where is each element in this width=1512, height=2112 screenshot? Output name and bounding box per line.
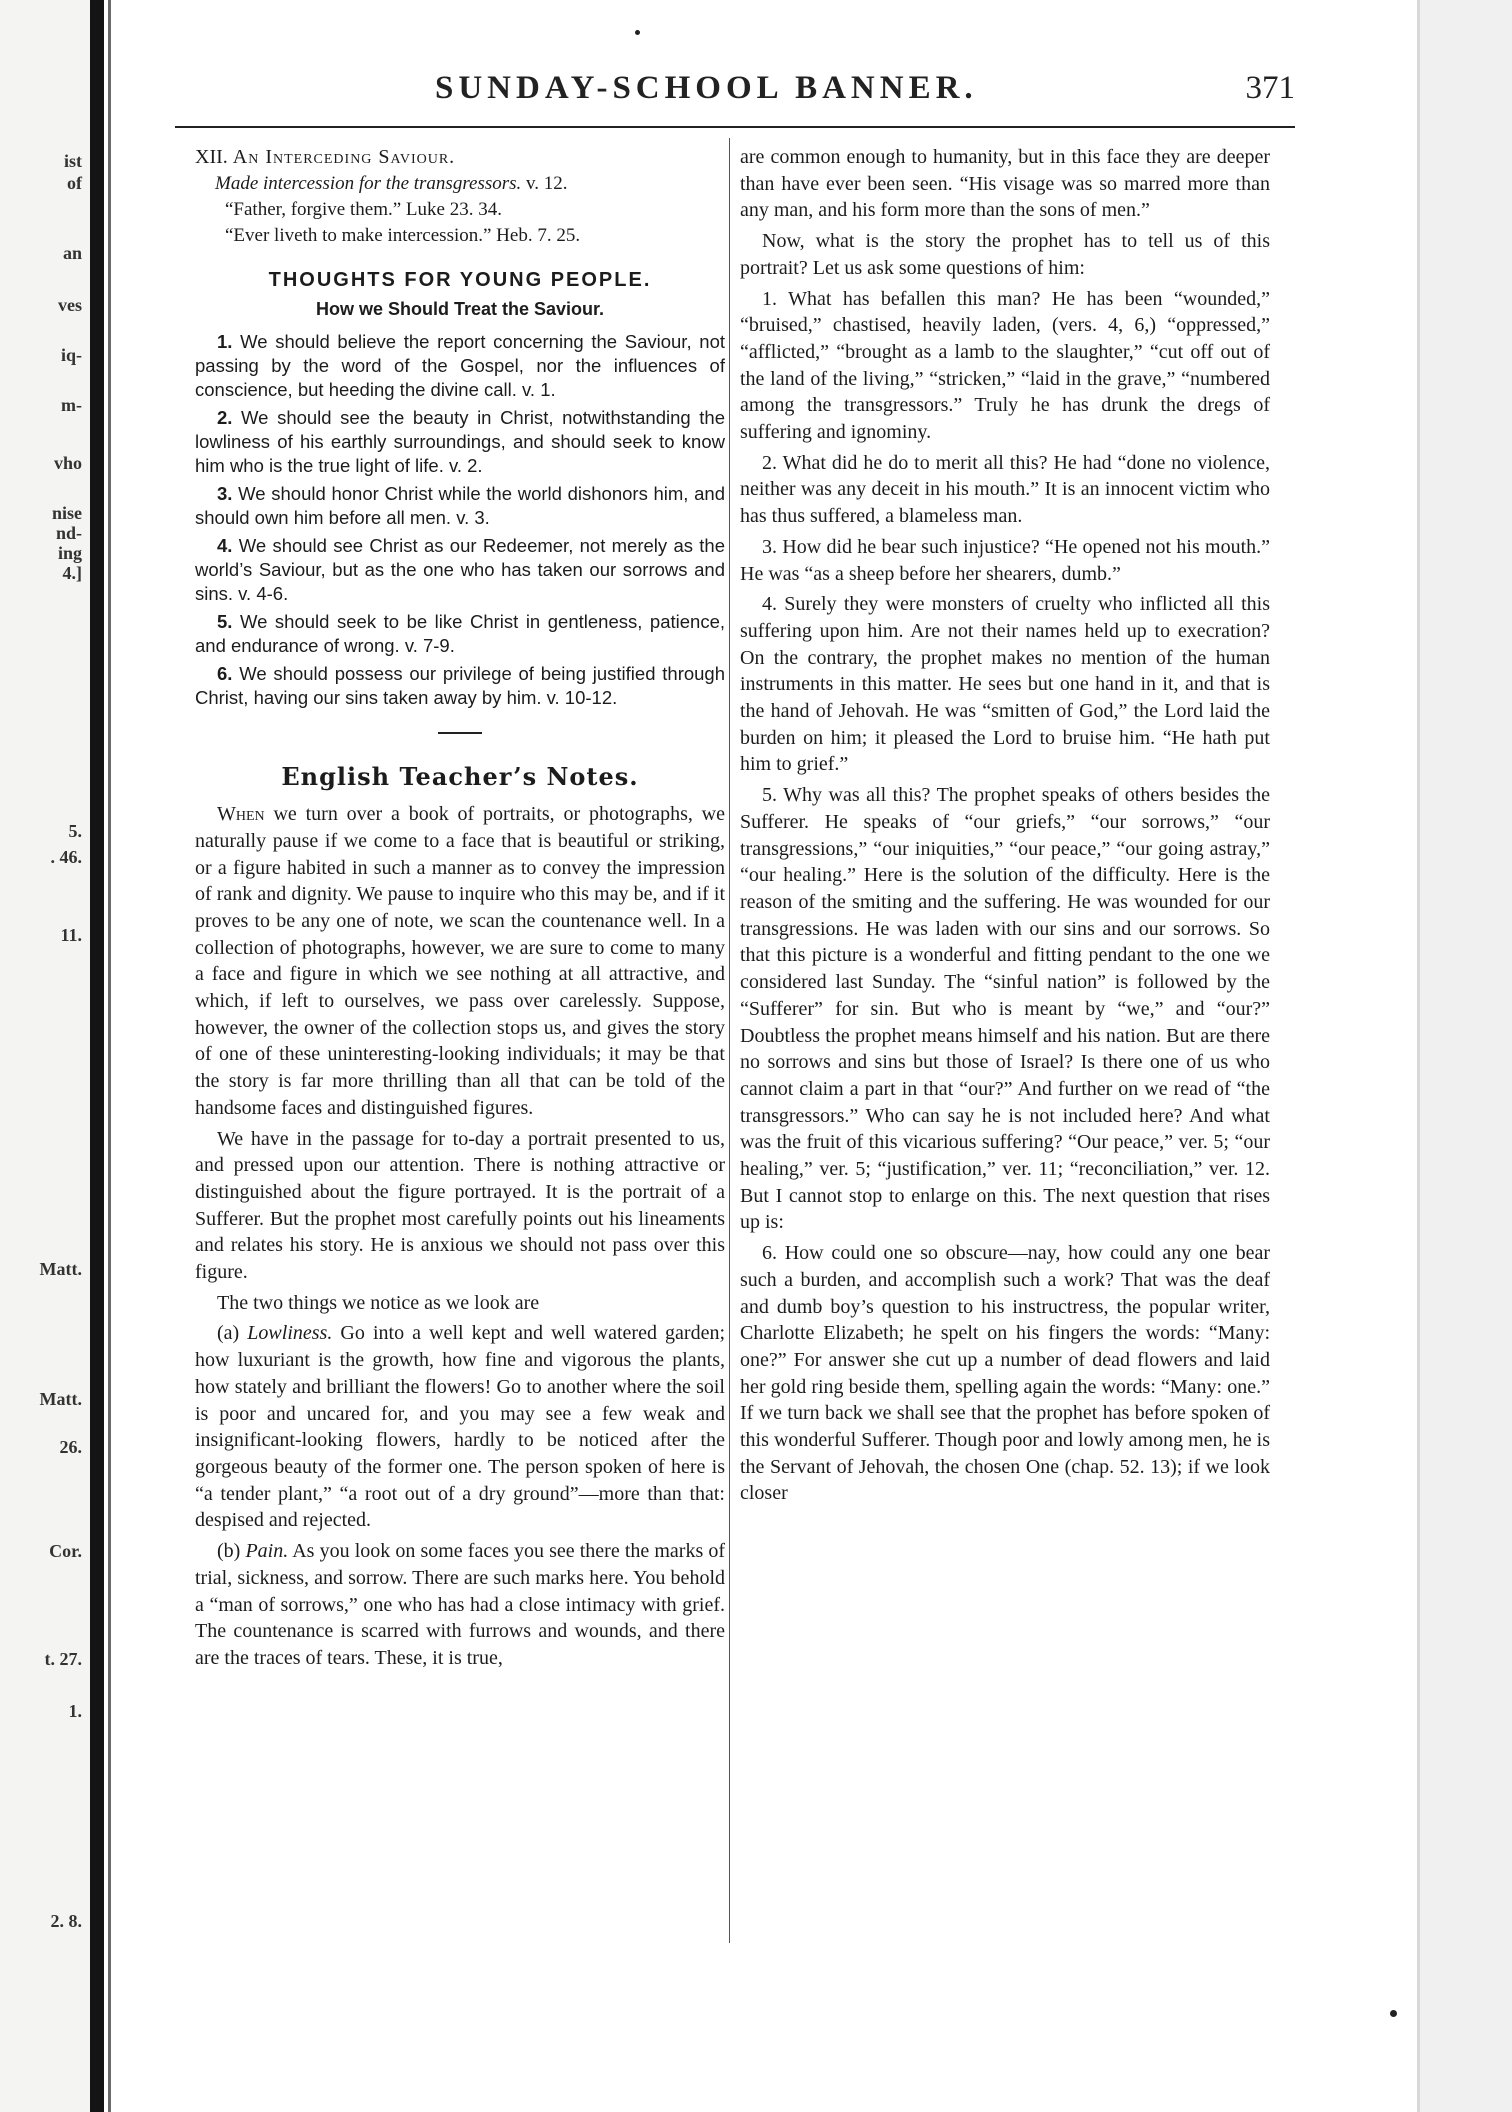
thought-item: [195, 330, 725, 402]
book-gutter: [90, 0, 104, 2112]
thought-text: We should believe the report concerning the Saviour, not passing by the word of the Gospel, nor the influences of conscience, but heeding the divine call. v. 1.: [195, 331, 725, 401]
paragraph-text: we turn over a book of portraits, or photographs, we naturally pause if we come to a face that is beautiful or striking, or a figure habited in such a manner as to convey the impression of rank and dignity. We pause to inquire who this may be, and if it proves to be any one of note, we scan the countenance well. In a collection of photographs, however, we are sure to come to many a face and figure in which we see nothing at all attractive, and which, if left to ourselves, we pass over carelessly. Suppose, however, the owner of the collection stops us, and gives the story of one of these uninteresting-looking individuals; it may be that the story is far more thrilling than all that can be told of the handsome faces and distinguished figures.: [195, 803, 725, 1119]
item-label: (a): [217, 1322, 240, 1345]
margin-fragment: nise: [51, 503, 82, 523]
notes-paragraph: 3. How did he bear such injustice? “He opened not his mouth.” He was “as a sheep before her shearers, dumb.”: [740, 535, 1270, 585]
margin-fragment: 11.: [60, 925, 82, 945]
notes-paragraph: [195, 1538, 725, 1672]
notes-paragraph: The two things we notice as we look are: [217, 1291, 540, 1314]
notes-heading: English Teacher’s Notes.: [281, 762, 639, 792]
margin-fragment: 2. 8.: [50, 1911, 82, 1931]
margin-fragment: Cor.: [49, 1541, 82, 1561]
running-header: [175, 70, 1295, 120]
notes-paragraph: [195, 1320, 725, 1534]
paragraph-text: Go into a well kept and well watered garden; how luxuriant is the growth, how fine and vigorous the plants, how stately and brilliant the flowers! Go to another where the soil is poor and uncared for, and you may see a few weak and insignificant-looking flowers, hardly to be noticed after the gorgeous beauty of the former one. The person spoken of here is “a tender plant,” “a root out of a dry ground”—more than that: despised and rejected.: [195, 1322, 726, 1532]
notes-paragraph: 5. Why was all this? The prophet speaks of others besides the Sufferer. He speaks of “our griefs,” “our sorrows,” “our transgressions,” “our iniquities,” “our peace,” “our going astray,” “our healing.” Here is the solution of the difficulty. Here is the reason of the smiting and the suffering. He was wounded for our transgressions. He was laden with our sins and our sorrows. So that this picture is a wonderful and fitting pendant to the one we considered last Sunday. The “sinful nation” is followed by the “Sufferer” for sin. But who is meant by “we,” and “our?” Doubtless the prophet means himself and his nation. But are there no sorrows and sins but those of Israel? Is there one of us who cannot claim a part in that “our?” And further on we read of “the transgressors.” Who can say he is not included here? And what was the fruit of this vicarious suffering? “Our peace,” ver. 5; “our healing,” ver. 5; “justification,” ver. 11; “reconciliation,” ver. 12. But I cannot stop to enlarge on this. The next question that rises up is:: [740, 784, 1270, 1234]
notes-paragraph: We have in the passage for to-day a portrait presented to us, and pressed upon our attention. There is nothing attractive or distinguished about the figure portrayed. It is the portrait of a Sufferer. But the prophet most carefully points out his lineaments and relates his story. He is anxious we should not pass over this figure.: [195, 1127, 725, 1284]
margin-fragment: an: [62, 243, 82, 263]
section-numeral: XII.: [195, 146, 228, 168]
notes-paragraph: 6. How could one so obscure—nay, how could any one bear such a burden, and accomplish such a work? That was the deaf and dumb boy’s question to his instructress, the popular writer, Charlotte Elizabeth; he spelt on his fingers the words: “Many: one?” For answer she cut up a number of dead flowers and laid her gold ring beside them, spelling again the words: “Many: one.” If we turn back we shall see that the prophet has before spoken of this wonderful Sufferer. Though poor and lowly among men, he is the Servant of Jehovah, the chosen One (chap. 52. 13); if we look closer: [740, 1242, 1270, 1505]
header-rule: [175, 126, 1295, 128]
margin-fragment: 4.]: [62, 563, 82, 583]
journal-title: SUNDAY-SCHOOL BANNER.: [435, 70, 978, 106]
page-number: 371: [1245, 70, 1295, 106]
margin-fragment: m-: [61, 395, 82, 415]
margin-fragment: vho: [53, 453, 82, 473]
left-page-margin: [0, 0, 100, 2112]
thought-number: 5.: [217, 611, 233, 633]
thought-item: [195, 610, 725, 658]
ink-speck: [635, 30, 640, 35]
ink-speck: [1390, 2010, 1397, 2017]
margin-fragment: 26.: [59, 1437, 82, 1457]
thought-number: 1.: [217, 331, 233, 353]
notes-paragraph: Now, what is the story the prophet has to tell us of this portrait? Let us ask some questions of him:: [740, 230, 1270, 279]
right-page-edge: [1420, 0, 1512, 2112]
thought-text: We should possess our privilege of being justified through Christ, having our sins taken away by him. v. 10-12.: [195, 663, 726, 709]
thoughts-heading: THOUGHTS FOR YOUNG PEOPLE.: [268, 269, 652, 291]
thought-number: 4.: [217, 535, 233, 557]
thought-text: We should see Christ as our Redeemer, not merely as the world’s Saviour, but as the one who has taken our sorrows and sins. v. 4-6.: [195, 535, 725, 605]
thought-item: [195, 482, 725, 530]
margin-fragment: Matt.: [39, 1259, 82, 1279]
thought-text: We should seek to be like Christ in gentleness, patience, and endurance of wrong. v. 7-9.: [195, 611, 726, 657]
thought-text: We should see the beauty in Christ, notwithstanding the lowliness of his earthly surroundings, and should seek to know him who is the true light of life. v. 2.: [195, 407, 725, 477]
section-title: An Interceding Saviour.: [232, 146, 456, 168]
margin-fragment: 5.: [68, 821, 82, 841]
thought-number: 3.: [217, 483, 233, 505]
thought-item: [195, 534, 725, 606]
column-divider: [729, 138, 730, 1943]
margin-fragment: nd-: [55, 523, 82, 543]
notes-paragraph: 4. Surely they were monsters of cruelty who inflicted all this suffering upon him. Are not their names held up to execration? On the contrary, the prophet makes no mention of the human instruments in this matter. He sees but one hand in it, and that is the hand of Jehovah. He was “smitten of God,” the Lord laid the burden on him; it pleased the Lord to bruise him. “He hath put him to grief.”: [740, 593, 1270, 776]
scripture-line: “Father, forgive them.” Luke 23. 34.: [225, 199, 502, 220]
gutter-shadow: [108, 0, 111, 2112]
thoughts-subheading: How we Should Treat the Saviour.: [315, 298, 605, 319]
left-column: [195, 144, 725, 1676]
item-title: Lowliness.: [247, 1322, 333, 1345]
margin-fragment: ves: [58, 295, 82, 315]
drop-lead-word: When: [217, 803, 265, 826]
item-label: (b): [217, 1540, 241, 1563]
thought-text: We should honor Christ while the world dishonors him, and should own him before all men. v. 3.: [195, 483, 726, 529]
margin-fragment: . 46.: [50, 847, 82, 867]
scripture-line: “Ever liveth to make intercession.” Heb. 7. 25.: [225, 225, 581, 246]
margin-fragment: ing: [57, 543, 82, 563]
margin-fragment: t. 27.: [44, 1649, 82, 1669]
margin-fragment: of: [67, 173, 82, 193]
thought-number: 2.: [217, 407, 233, 429]
notes-paragraph: [195, 801, 725, 1121]
notes-paragraph: 2. What did he do to merit all this? He had “done no violence, neither was any deceit in his mouth.” It is an innocent victim who has thus suffered, a blameless man.: [740, 451, 1270, 528]
thought-item: [195, 406, 725, 478]
notes-paragraph: 1. What has befallen this man? He has been “wounded,” “bruised,” chastised, heavily laden, (vers. 4, 6,) “oppressed,” “afflicted,” “brought as a lamb to the slaughter,” “cut off out of the land of the living,” “stricken,” “laid in the grave,” “numbered among the transgressors.” Truly he has drunk the dregs of suffering and ignominy.: [740, 287, 1270, 444]
notes-paragraph: are common enough to humanity, but in this face they are deeper than have ever been seen. “His visage was so marred more than any man, and his form more than the sons of men.”: [740, 146, 1270, 222]
scripture-italic: Made intercession for the transgressors.: [215, 173, 522, 194]
section-xii-heading: [195, 144, 725, 171]
margin-fragment: ist: [64, 151, 82, 171]
section-divider: [438, 732, 482, 734]
margin-fragment: 1.: [68, 1701, 82, 1721]
right-column: [740, 144, 1270, 1511]
scripture-line: [195, 171, 725, 197]
thought-item: [195, 662, 725, 710]
thought-number: 6.: [217, 663, 233, 685]
margin-fragment: Matt.: [39, 1389, 82, 1409]
paragraph-text: As you look on some faces you see there the marks of trial, sickness, and sorrow. There are such marks here. You behold a “man of sorrows,” one who has had a close intimacy with grief. The countenance is scarred with furrows and wounds, and there are the traces of tears. These, it is true,: [195, 1540, 726, 1669]
scripture-ref: v. 12.: [521, 173, 568, 194]
margin-fragment: iq-: [60, 345, 82, 365]
item-title: Pain.: [245, 1540, 289, 1563]
